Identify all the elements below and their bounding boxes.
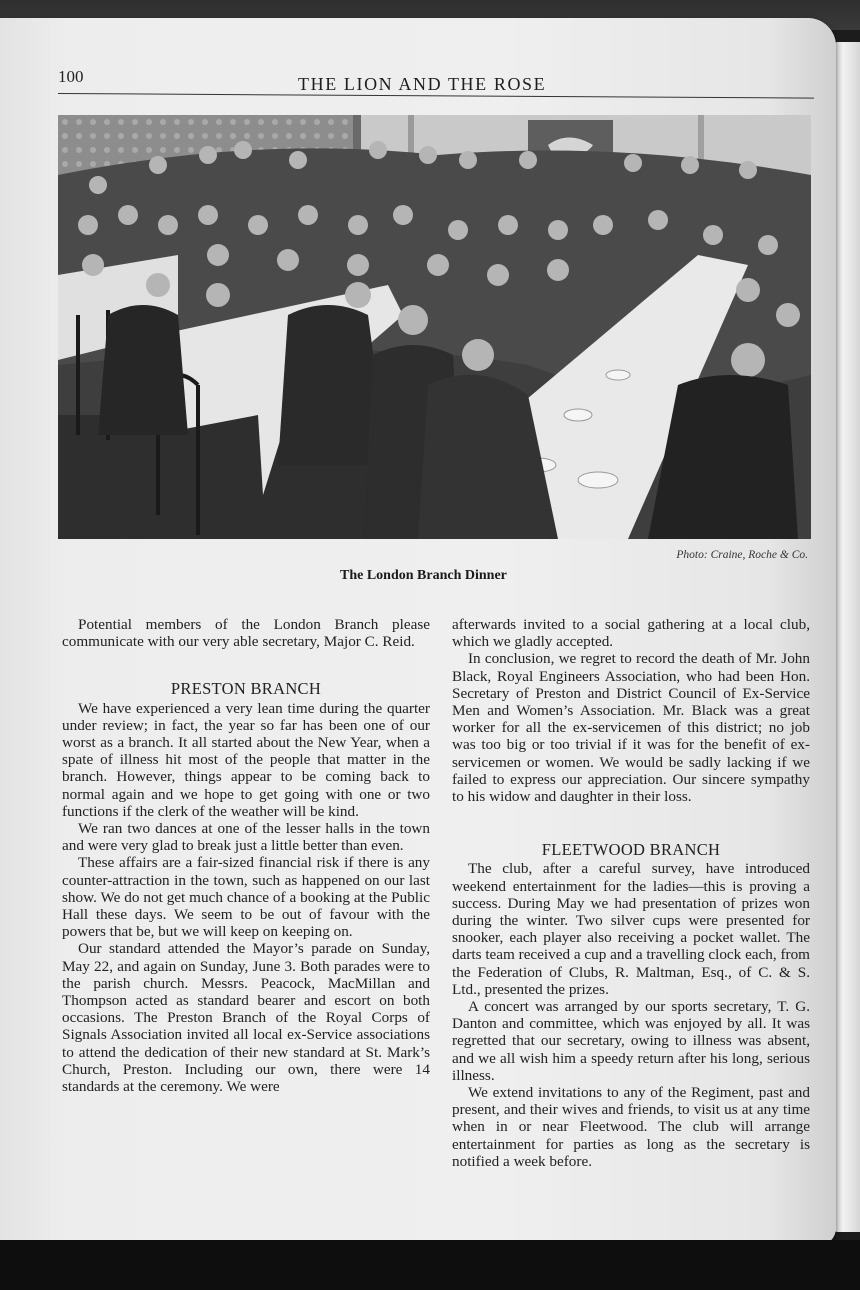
paragraph: These affairs are a fair-sized financial risk if there is any counter-attraction in the town, such as happened on our last show. We do not get much chance of a booking at the Public Hall these days. We seem to be out of favour with the powers that be, but we will keep on keeping on. bbox=[62, 854, 430, 941]
photo-caption: The London Branch Dinner bbox=[340, 568, 507, 583]
right-column bbox=[452, 616, 810, 1170]
background-surface-bottom bbox=[0, 1240, 860, 1290]
dinner-photograph bbox=[58, 115, 811, 539]
london-branch-note: Potential members of the London Branch please communicate with our very able secretary, Major C. Reid. bbox=[62, 616, 430, 651]
left-column bbox=[62, 616, 430, 1095]
paragraph: We have experienced a very lean time during the quarter under review; in fact, the year so far has been one of our worst as a branch. It all started about the New Year, when a spate of illness hit most of the people that matter in the branch. However, things appear to be coming back to normal again and we hope to get going with one or two functions if the clerk of the weather will be kind. bbox=[62, 699, 430, 820]
paragraph: A concert was arranged by our sports secretary, T. G. Danton and committee, which was enjoyed by all. It was regretted that our secretary, owing to illness was absent, and we all wish him a speedy return after his long, serious illness. bbox=[452, 998, 810, 1084]
running-head: THE LION AND THE ROSE bbox=[298, 74, 547, 94]
paragraph: We ran two dances at one of the lesser halls in the town and were very glad to break just a little better than even. bbox=[62, 820, 430, 855]
photo-illustration bbox=[58, 115, 811, 539]
next-page-edge bbox=[832, 42, 860, 1232]
section-heading-fleetwood: FLEETWOOD BRANCH bbox=[541, 840, 721, 860]
paragraph: We extend invitations to any of the Regiment, past and present, and their wives and friends, to visit us at any time when in or near Fleetwood. The club will arrange entertainment for parties as long as the secretary is notified a week before. bbox=[452, 1084, 810, 1170]
paragraph: The club, after a careful survey, have introduced weekend entertainment for the ladies—this is proving a success. During May we had presentation of prizes won during the winter. Two silver cups were presented for snooker, each player also receiving a pocket wallet. The darts team received a cup and a travelling clock each, from the Federation of Clubs, R. Maltman, Esq., of C. & S. Ltd., presented the prizes. bbox=[452, 860, 810, 998]
photo-credit: Photo: Craine, Roche & Co. bbox=[676, 549, 808, 561]
paragraph: Our standard attended the Mayor’s parade on Sunday, May 22, and again on Sunday, June 3. Both parades were to the parish church. Messrs. Peacock, MacMillan and Thompson acted as standard bearer and escort on both occasions. The Preston Branch of the Royal Corps of Signals Association invited all local ex-Service associations to attend the dedication of their new standard at St. Mark’s Church, Preston. Including our own, there were 14 standards at the ceremony. We were bbox=[62, 940, 430, 1096]
paragraph: In conclusion, we regret to record the death of Mr. John Black, Royal Engineers Association, who had been Hon. Secretary of Preston and District Council of Ex-Service Men and Women’s Association. Mr. Black was a great worker for all the ex-servicemen of this district; no job was too big or too trivial if it was for the benefit of ex-servicemen or women. We would be sadly lacking if we failed to express our appreciation. Our sincere sympathy to his widow and daughter in their loss. bbox=[452, 650, 810, 806]
section-heading-preston: PRESTON BRANCH bbox=[170, 679, 322, 699]
paragraph-continued: afterwards invited to a social gathering at a local club, which we gladly accepted. bbox=[452, 616, 810, 651]
page-number: 100 bbox=[58, 67, 84, 86]
